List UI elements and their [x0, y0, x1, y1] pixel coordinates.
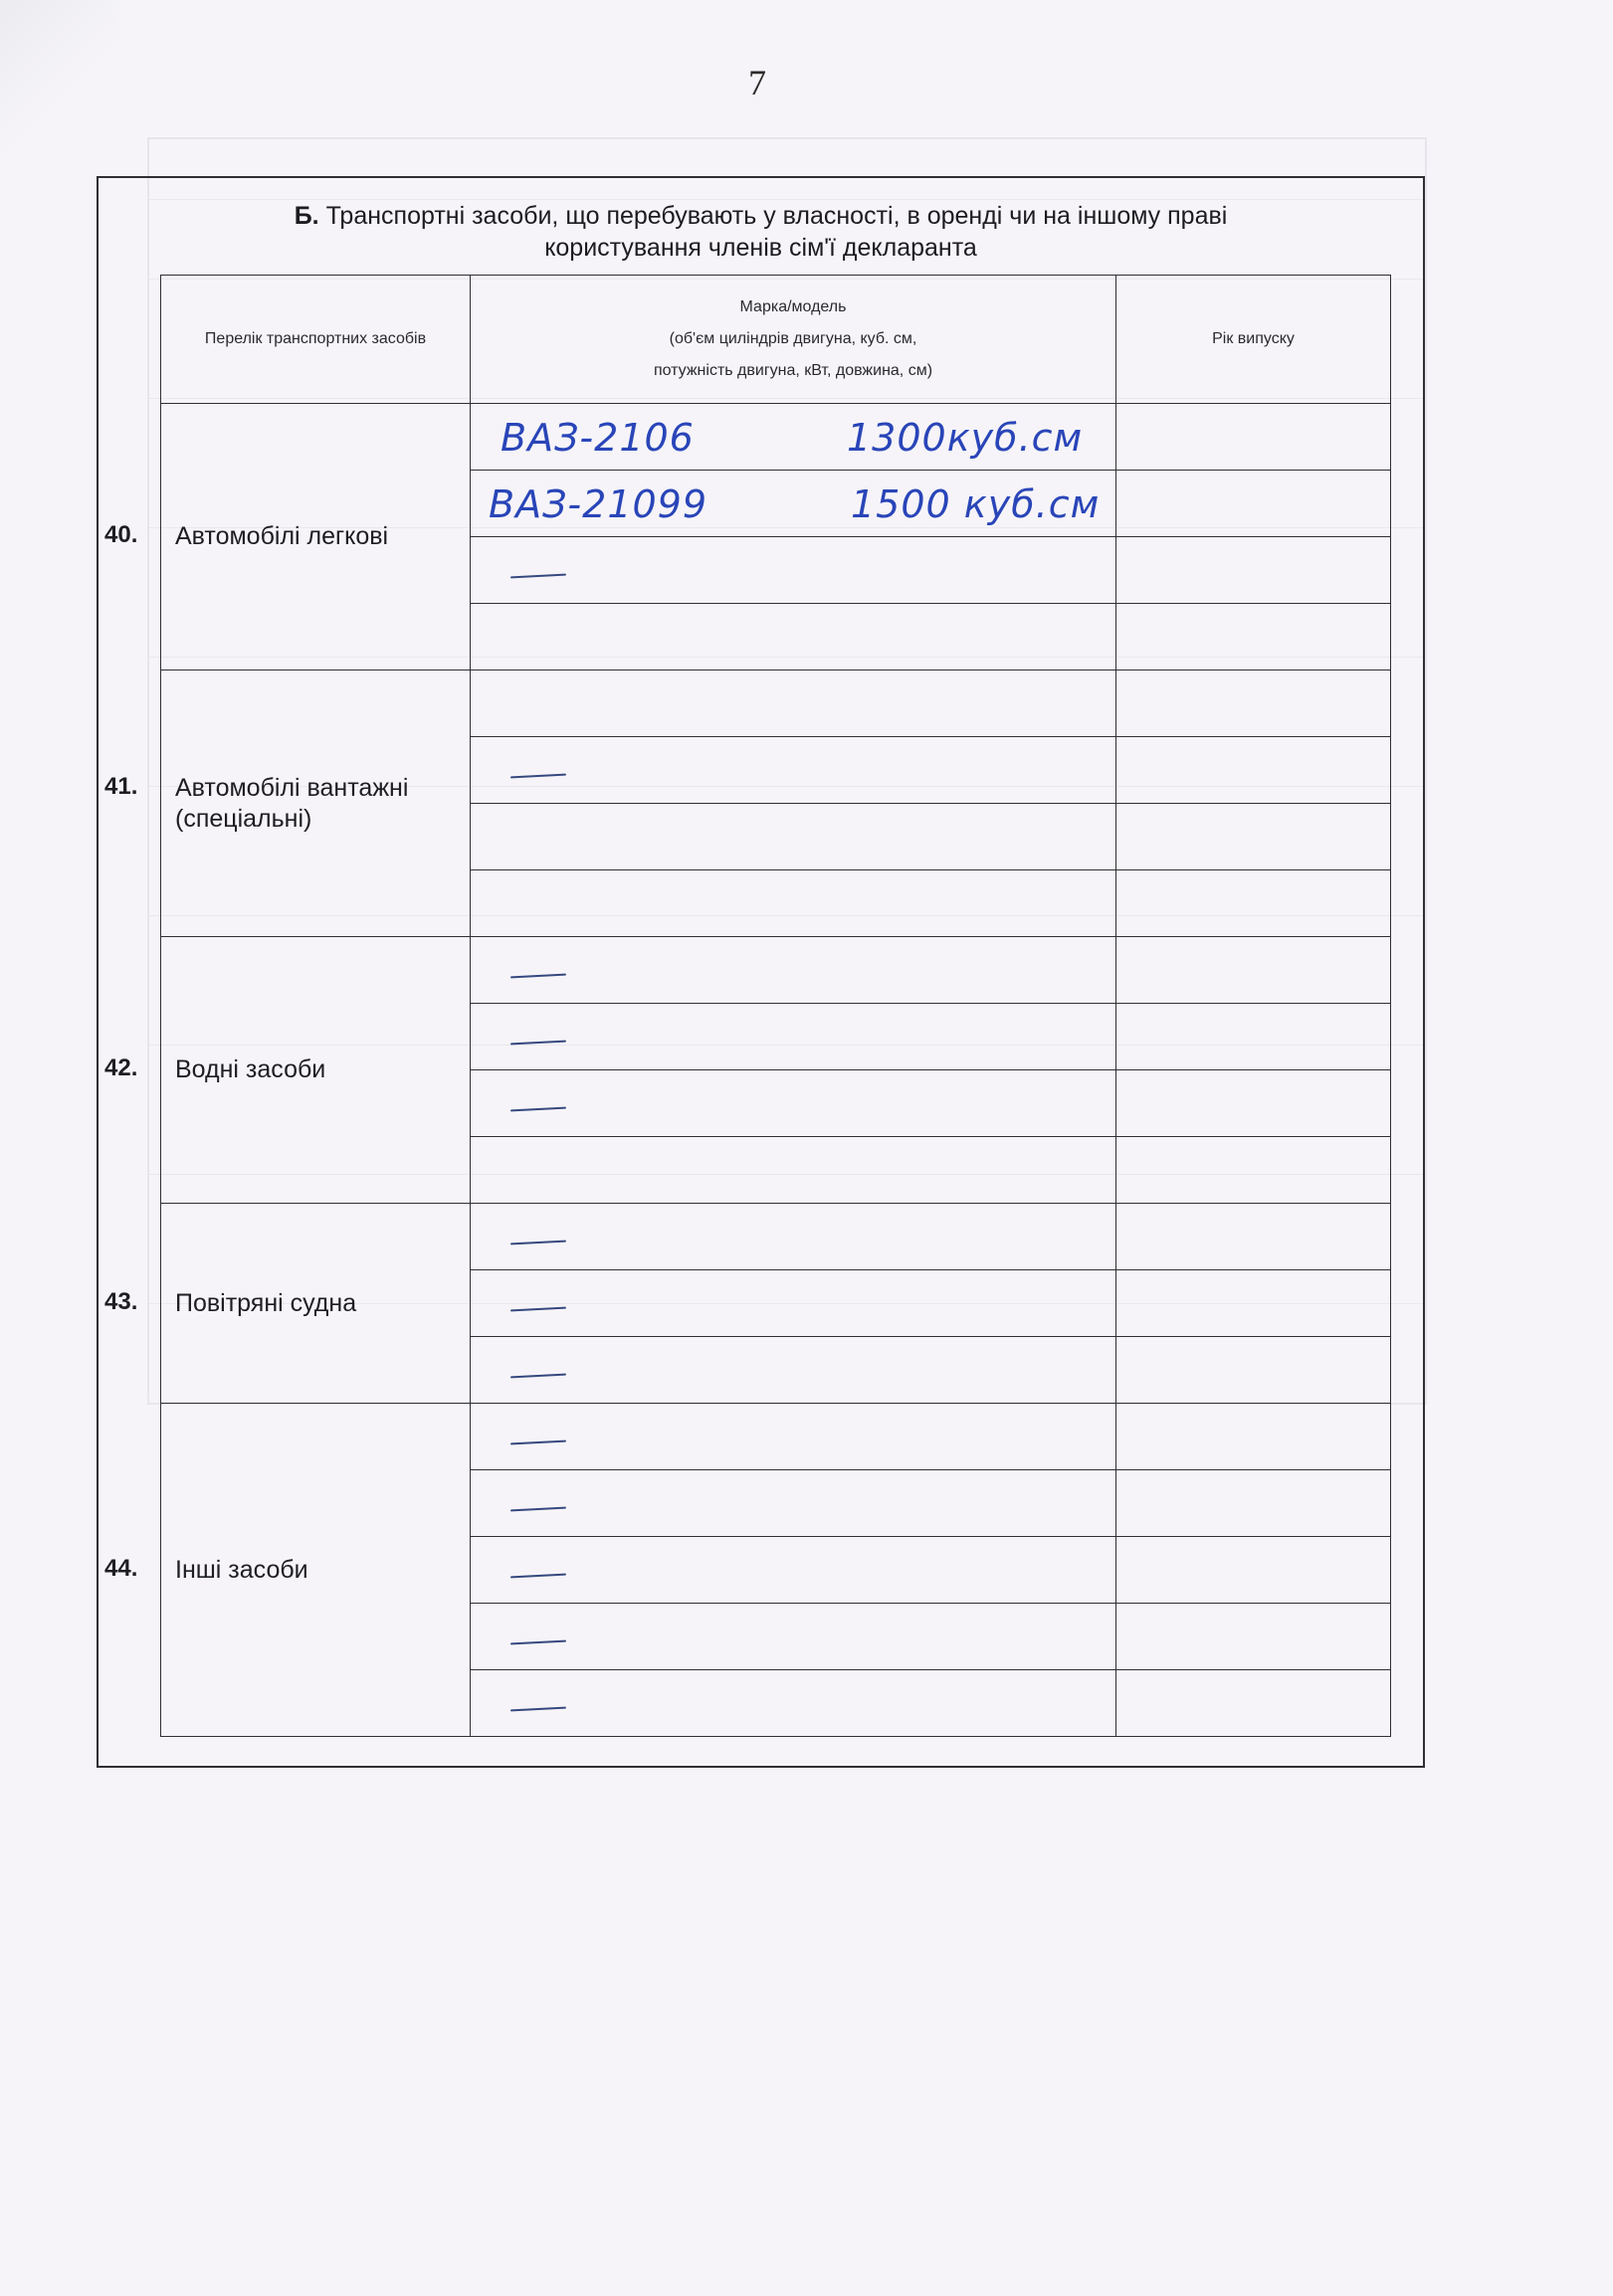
section-title-line1: Транспортні засоби, що перебувають у власності, в оренді чи на іншому праві	[325, 202, 1228, 230]
category-aircraft	[104, 1204, 471, 1404]
category-water-vehicles	[104, 937, 471, 1204]
vehicles-section	[97, 176, 1425, 1768]
year-cell[interactable]	[1116, 1137, 1391, 1204]
category-label: Інші засоби	[175, 1555, 308, 1584]
year-cell[interactable]	[1116, 537, 1391, 604]
year-cell[interactable]	[1116, 937, 1391, 1004]
year-cell[interactable]	[1116, 1004, 1391, 1070]
blank-dash	[510, 1640, 566, 1645]
year-cell[interactable]	[1116, 1337, 1391, 1404]
blank-dash	[510, 1307, 566, 1312]
blank-dash	[510, 1041, 566, 1046]
year-cell[interactable]	[1116, 1070, 1391, 1137]
handwritten-spec: 1500 куб.см	[851, 482, 1101, 526]
year-cell[interactable]	[1116, 737, 1391, 804]
category-number: 43.	[104, 1287, 138, 1315]
category-label-line2: (спеціальні)	[175, 804, 312, 833]
model-cell[interactable]	[471, 1470, 1116, 1537]
category-number: 42.	[104, 1054, 138, 1081]
blank-dash	[510, 774, 566, 779]
table-header-row	[161, 276, 1391, 404]
model-cell[interactable]	[471, 1537, 1116, 1604]
year-cell[interactable]	[1116, 670, 1391, 737]
model-cell[interactable]	[471, 670, 1116, 737]
year-cell[interactable]	[1116, 1537, 1391, 1604]
category-trucks	[104, 670, 471, 937]
blank-dash	[510, 1374, 566, 1379]
blank-dash	[510, 574, 566, 579]
section-title	[99, 200, 1423, 264]
header-year: Рік випуску	[1116, 276, 1391, 404]
page-corner-crease	[0, 0, 119, 159]
model-cell[interactable]	[471, 1204, 1116, 1270]
model-cell[interactable]	[471, 1070, 1116, 1137]
blank-dash	[510, 1440, 566, 1445]
category-label: Повітряні судна	[175, 1288, 357, 1317]
handwritten-model: ВАЗ-21099	[489, 482, 708, 526]
category-label-line1: Автомобілі вантажні	[175, 773, 409, 802]
year-cell[interactable]	[1116, 1470, 1391, 1537]
model-cell[interactable]	[471, 870, 1116, 937]
table-row	[161, 937, 1391, 1004]
header-make-model-note1: (об'єм циліндрів двигуна, куб. см,	[669, 330, 917, 347]
year-cell[interactable]	[1116, 804, 1391, 870]
model-cell[interactable]	[471, 1270, 1116, 1337]
category-passenger-cars	[104, 404, 471, 670]
table-row	[161, 1204, 1391, 1270]
year-cell[interactable]	[1116, 1404, 1391, 1470]
year-cell[interactable]	[1116, 870, 1391, 937]
blank-dash	[510, 1241, 566, 1245]
model-cell[interactable]	[471, 1604, 1116, 1670]
model-cell[interactable]	[471, 1137, 1116, 1204]
header-make-model-title: Марка/модель	[739, 298, 847, 315]
section-title-prefix: Б.	[294, 202, 319, 230]
handwritten-model: ВАЗ-2106	[501, 416, 695, 460]
year-cell[interactable]	[1116, 471, 1391, 537]
table-row	[161, 670, 1391, 737]
category-label	[161, 773, 470, 835]
table-row	[161, 1404, 1391, 1470]
model-cell[interactable]	[471, 937, 1116, 1004]
category-number: 41.	[104, 772, 138, 800]
category-number: 44.	[104, 1554, 138, 1582]
category-label: Автомобілі легкові	[175, 522, 389, 550]
model-cell[interactable]	[471, 1337, 1116, 1404]
blank-dash	[510, 1574, 566, 1579]
year-cell[interactable]	[1116, 1204, 1391, 1270]
blank-dash	[510, 974, 566, 979]
model-cell[interactable]	[471, 1404, 1116, 1470]
page-number: 7	[748, 63, 766, 102]
year-cell[interactable]	[1116, 1270, 1391, 1337]
model-cell[interactable]	[471, 804, 1116, 870]
model-cell[interactable]	[471, 471, 1116, 537]
header-vehicle-list: Перелік транспортних засобів	[161, 276, 471, 404]
model-cell[interactable]	[471, 1670, 1116, 1737]
handwritten-spec: 1300куб.см	[847, 416, 1084, 460]
blank-dash	[510, 1707, 566, 1712]
table-row	[161, 404, 1391, 471]
model-cell[interactable]	[471, 537, 1116, 604]
header-make-model	[471, 276, 1116, 404]
year-cell[interactable]	[1116, 1670, 1391, 1737]
model-cell[interactable]	[471, 1004, 1116, 1070]
category-other-vehicles	[104, 1404, 471, 1737]
category-label: Водні засоби	[175, 1055, 326, 1083]
model-cell[interactable]	[471, 404, 1116, 471]
section-title-line2: користування членів сім'ї декларанта	[544, 234, 977, 262]
header-make-model-note2: потужність двигуна, кВт, довжина, см)	[653, 362, 933, 379]
blank-dash	[510, 1107, 566, 1112]
year-cell[interactable]	[1116, 604, 1391, 670]
category-number: 40.	[104, 521, 138, 548]
model-cell[interactable]	[471, 737, 1116, 804]
vehicles-table	[104, 275, 1391, 1737]
blank-dash	[510, 1507, 566, 1512]
year-cell[interactable]	[1116, 404, 1391, 471]
model-cell[interactable]	[471, 604, 1116, 670]
year-cell[interactable]	[1116, 1604, 1391, 1670]
